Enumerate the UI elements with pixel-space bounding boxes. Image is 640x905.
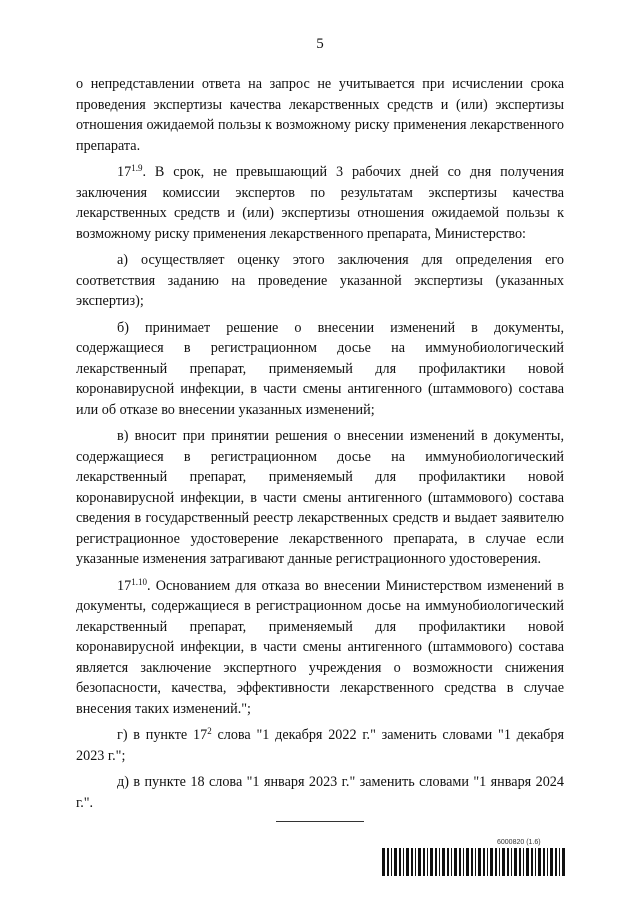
clause-superscript: 1.9 bbox=[131, 163, 143, 173]
barcode-image bbox=[382, 848, 566, 876]
subparagraph-b: б) принимает решение о внесении изменений в документы, содержащиеся в регистрационном досье на иммунобиологический лекарственный препарат, применяемый для профилактики новой коронавирусной инфекции, в части смены антигенного (штаммового) состава или об отказе во внесении указанных изменений; bbox=[76, 319, 564, 418]
page-number: 5 bbox=[316, 36, 324, 52]
subparagraph-g bbox=[76, 725, 564, 766]
paragraph-17-1-9 bbox=[76, 162, 564, 244]
clause-text: г) в пункте 17 bbox=[117, 727, 208, 743]
subparagraph-v: в) вносит при принятии решения о внесении изменений в документы, содержащиеся в регистрационном досье на иммунобиологический лекарственный препарат, применяемый для профилактики новой коронавирусной инфекции, в части смены антигенного (штаммового) состава сведения в государственный реестр лекарственных средств и выдает заявителю регистрационное удостоверение лекарственного препарата, в случае если указанные изменения затрагивают данные регистрационного удостоверения. bbox=[76, 428, 564, 567]
clause-text: . Основанием для отказа во внесении Министерством изменений в документы, содержащиеся в регистрационном досье на иммунобиологический лекарственный препарат, применяемый для профилактики новой коронавирусной инфекции, в части смены антигенного (штаммового) состава является заключение экспертного учреждения о возможности снижения безопасности, качества, эффективности лекарственного средства в случае внесения таких изменений."; bbox=[76, 577, 564, 717]
clause-superscript: 2 bbox=[207, 726, 212, 736]
subparagraph-a: а) осуществляет оценку этого заключения для определения его соответствия заданию на проведение указанной экспертизы (указанных экспертиз); bbox=[76, 252, 564, 309]
subparagraph-d: д) в пункте 18 слова "1 января 2023 г." заменить словами "1 января 2024 г.". bbox=[76, 774, 564, 811]
clause-number: 17 bbox=[117, 577, 132, 594]
clause-superscript: 1.10 bbox=[131, 576, 147, 587]
document-code: 6000820 (1.6) bbox=[497, 839, 541, 846]
document-body bbox=[76, 74, 564, 819]
paragraph-continuation: о непредставлении ответа на запрос не учитывается при исчислении срока проведения экспертизы качества лекарственных средств и (или) экспертизы отношения ожидаемой пользы к возможному риску применения лекарственного препарата. bbox=[76, 76, 564, 154]
clause-text: . В срок, не превышающий 3 рабочих дней со дня получения заключения комиссии экспертов по результатам экспертизы качества лекарственных средств и (или) экспертизы отношения ожидаемой пользы к возможному риску применения лекарственного препарата, Министерство: bbox=[76, 164, 564, 242]
clause-text: слова "1 декабря 2022 г." заменить словами "1 декабря 2023 г."; bbox=[76, 727, 564, 764]
paragraph-17-1-10 bbox=[76, 576, 564, 720]
footer-divider bbox=[276, 821, 364, 822]
clause-number: 17 bbox=[117, 164, 132, 180]
